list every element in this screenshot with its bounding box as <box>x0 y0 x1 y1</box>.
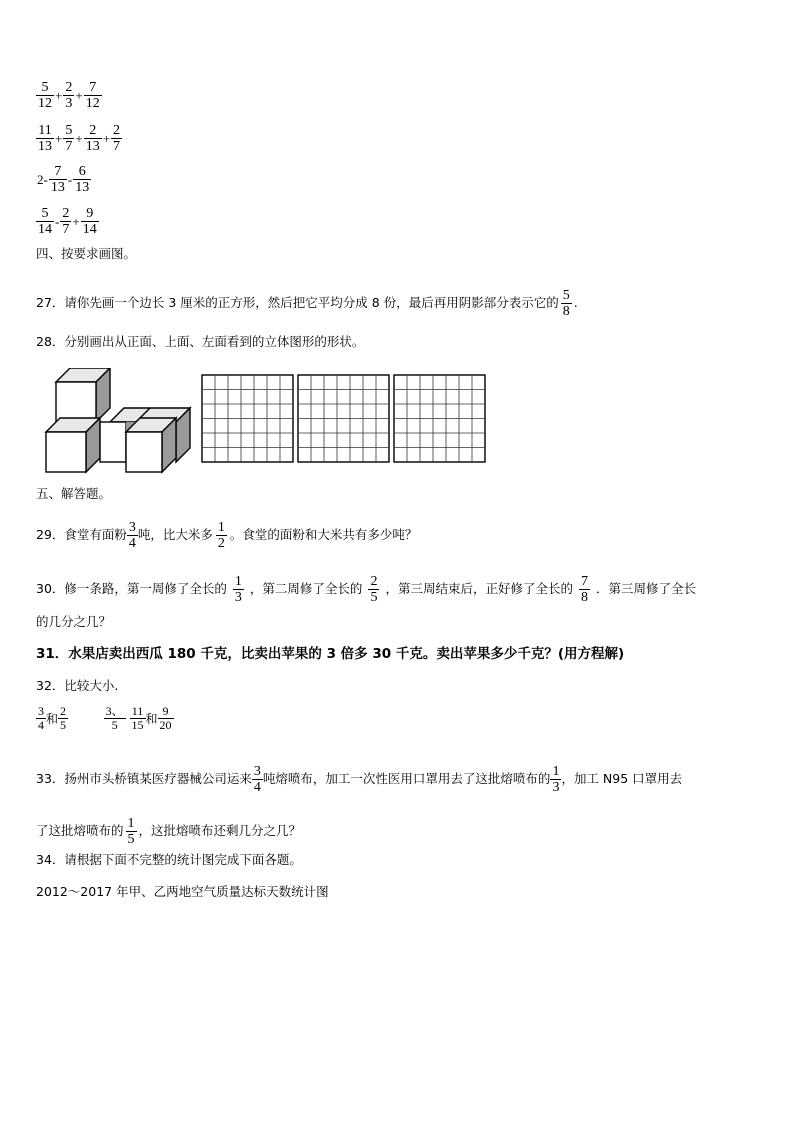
drawing-grids <box>200 374 490 466</box>
chart-title: 2012～2017 年甲、乙两地空气质量达标天数统计图 <box>36 884 329 899</box>
question-32-title: 32．比较大小. <box>36 678 119 693</box>
question-34: 34．请根据下面不完整的统计图完成下面各题。 <box>36 852 302 867</box>
fraction: $\frac{7}{8}$ <box>580 574 588 605</box>
question-33-continued: 了这批熔喷布的 $\frac{1}{5}$ ，这批熔喷布还剩几分之几？ <box>36 816 302 847</box>
operator: 2- <box>37 172 48 187</box>
fraction: $\frac{11}{13}$ <box>38 123 52 154</box>
fraction: $\frac{3}{4}$ <box>38 704 44 732</box>
grid-3 <box>394 375 485 462</box>
fraction: $\frac{3}{4}$ <box>253 764 261 795</box>
fraction: $\frac{2}{3}$ <box>65 80 73 111</box>
operator: + <box>72 214 80 229</box>
fraction: $\frac{5}{14}$ <box>38 206 52 237</box>
fraction: $\frac{11}{15}$ <box>131 704 144 732</box>
fraction: $\frac{7}{12}$ <box>85 80 100 111</box>
question-28: 28．分别画出从正面、上面、左面看到的立体图形的形状。 <box>36 334 365 349</box>
expression-3 <box>36 164 91 195</box>
fraction: $\frac{9}{20}$ <box>159 704 172 732</box>
cube-stack-figure <box>44 368 194 476</box>
fraction: $\frac{2}{13}$ <box>85 123 100 154</box>
fraction: $\frac{3}{4}$ <box>128 520 136 551</box>
grid-1 <box>202 375 293 462</box>
fraction: $\frac{1}{3}$ <box>234 574 242 605</box>
fraction: $\frac{2}{5}$ <box>370 574 378 605</box>
question-29: 29．食堂有面粉 $\frac{3}{4}$ 吨，比大米多 $\frac{1}{2}$ 。食堂的面粉和大米共有多少吨？ <box>36 520 418 551</box>
fraction: $\frac{1}{5}$ <box>127 816 135 847</box>
fraction: $\frac{2}{5}$ <box>60 704 67 732</box>
fraction: $\frac{7}{13}$ <box>50 164 65 195</box>
fraction: $\frac{5}{8}$ <box>562 288 570 319</box>
question-31: 31．水果店卖出西瓜 180 千克，比卖出苹果的 3 倍多 30 千克。卖出苹果多少千克？(用方程解) <box>36 646 625 662</box>
question-32-pairs: $\frac{3}{4}$ 和 $\frac{2}{5}$ $\frac{3、}{5}$ $\frac{11}{15}$ 和 $\frac{9}{20}$ <box>38 704 172 732</box>
section-heading-4: 四、按要求画图。 <box>36 246 137 261</box>
fraction: $\frac{6}{13}$ <box>75 164 90 195</box>
fraction: $\frac{5}{7}$ <box>65 123 73 154</box>
operator: + <box>75 88 83 103</box>
question-27: 27．请你先画一个边长 3 厘米的正方形，然后把它平均分成 8 份，最后再用阴影部分表示它的 $\frac{5}{8}$ . <box>36 288 578 319</box>
grid-2 <box>298 375 389 462</box>
section-heading-5: 五、解答题。 <box>36 486 112 501</box>
fraction: $\frac{5}{12}$ <box>38 80 52 111</box>
expression-2 <box>36 123 122 154</box>
question-30-continued: 的几分之几？ <box>36 614 112 629</box>
expression-1 <box>36 80 102 111</box>
operator: + <box>102 131 111 146</box>
fraction: $\frac{1}{3}$ <box>552 764 560 795</box>
question-30: 30．修一条路，第一周修了全长的 $\frac{1}{3}$ ，第二周修了全长的 $\frac{2}{5}$ ，第三周结束后，正好修了全长的 $\frac{7}{8}$ ．第三周修了全长 <box>36 574 696 605</box>
operator: + <box>55 131 63 146</box>
fraction: $\frac{3、}{5}$ <box>105 704 124 732</box>
operator: - <box>67 172 73 187</box>
operator: + <box>55 88 63 103</box>
operator: - <box>55 214 60 229</box>
fraction: $\frac{2}{7}$ <box>113 123 121 154</box>
fraction: $\frac{1}{2}$ <box>217 520 225 551</box>
question-27-text: 27．请你先画一个边长 3 厘米的正方形，然后把它平均分成 8 份，最后再用阴影部分表示它的 <box>36 295 559 310</box>
fraction: $\frac{9}{14}$ <box>82 206 97 237</box>
expression-4 <box>36 206 99 237</box>
question-33: 33．扬州市头桥镇某医疗器械公司运来 $\frac{3}{4}$ 吨熔喷布，加工一次性医用口罩用去了这批熔喷布的 $\frac{1}{3}$ ，加工 N95 口罩用去 <box>36 764 683 795</box>
fraction: $\frac{2}{7}$ <box>62 206 70 237</box>
operator: + <box>75 131 83 146</box>
